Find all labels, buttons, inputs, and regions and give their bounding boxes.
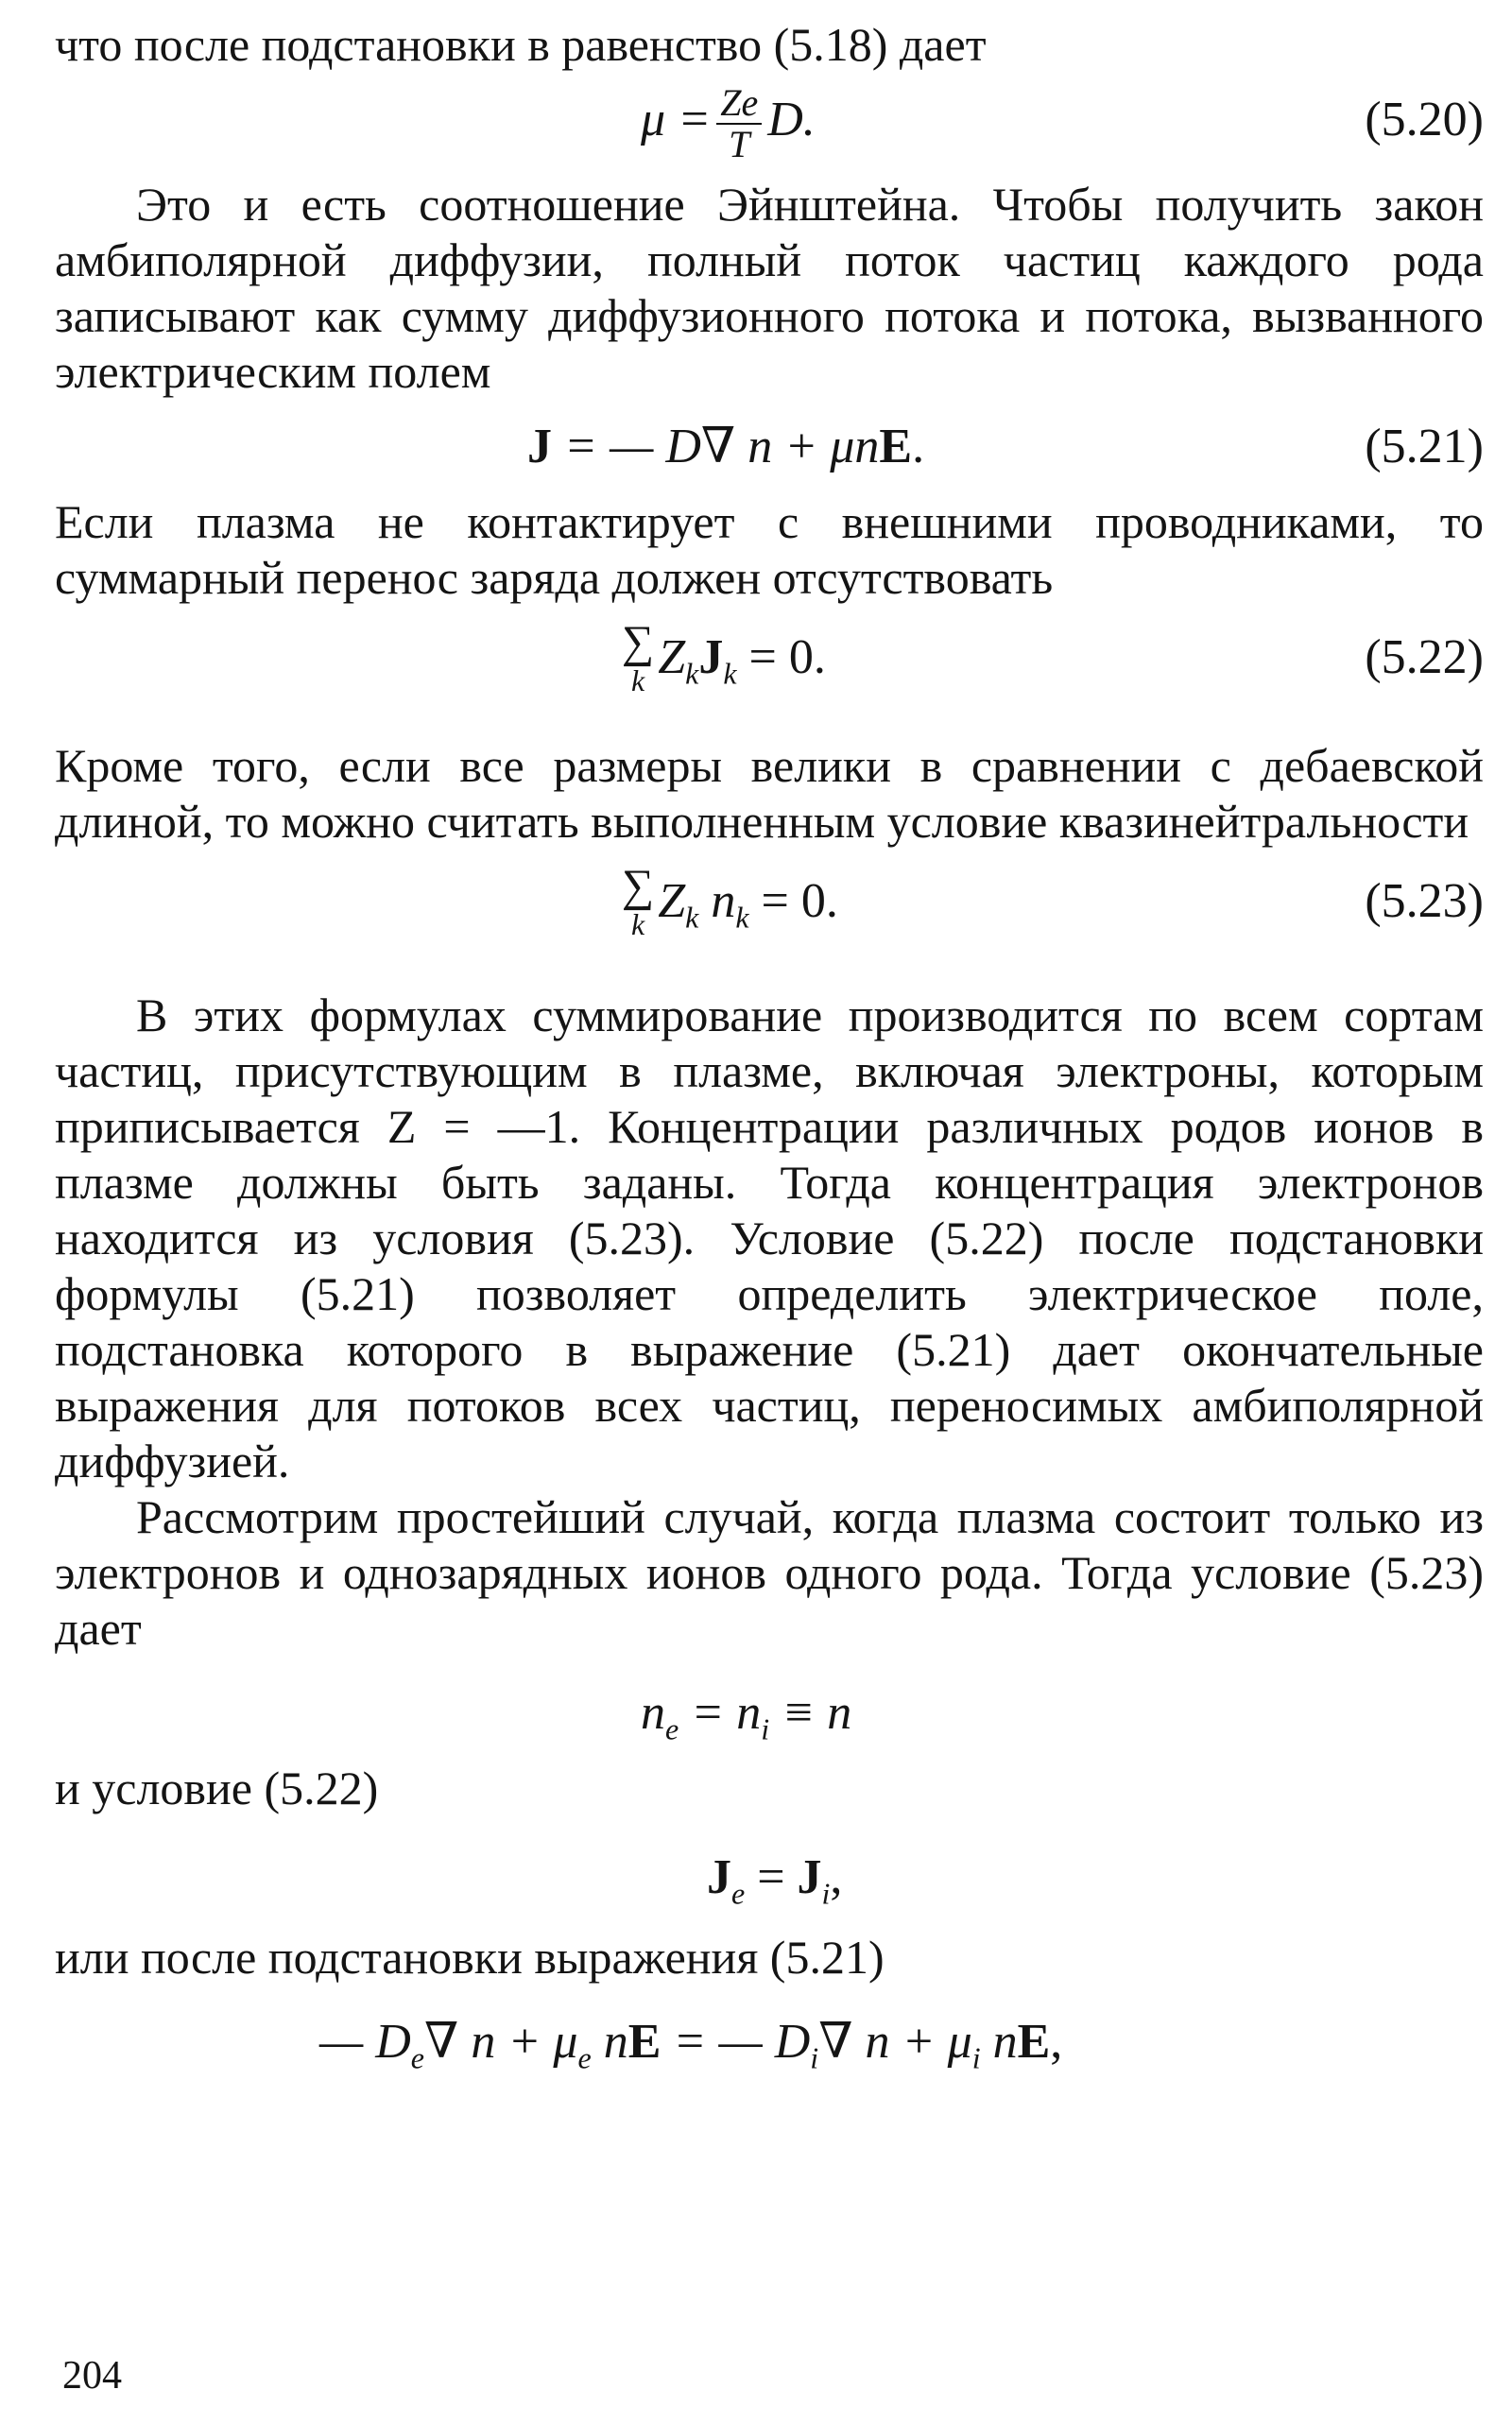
eq-term: n + μ bbox=[458, 2015, 578, 2069]
paragraph-8: или после подстановки выражения (5.21) bbox=[55, 1931, 885, 1984]
paragraph-5: В этих формулах суммирование производится по всем сортам частиц, присутствующим в плазме, включая электроны, которым приписывается Z = —1. Концентрации различных родов ионов в плазме должны быть заданы. Тогда концентрация электронов находится из условия (5.23). Условие (5.22) после подстановки формулы (5.21) позволяет определить электрическое поле, подстановка которого в выражение (5.21) дает окончательные выражения для потоков всех частиц, переносимых амбиполярной диффузией. bbox=[55, 989, 1484, 1487]
eq-term: n bbox=[591, 2015, 628, 2069]
paragraph-4: Кроме того, если все размеры велики в сравнении с дебаевской длиной, то можно считать выполненным условие квазинейтральности bbox=[55, 739, 1484, 848]
fraction bbox=[716, 83, 762, 164]
equation-je-expression bbox=[707, 1816, 842, 1954]
eq-subscript: k bbox=[685, 656, 699, 691]
eq-subscript: e bbox=[665, 1711, 679, 1746]
eq-term: n bbox=[698, 874, 736, 928]
nabla-symbol: ∇ bbox=[700, 420, 736, 473]
eq-subscript: i bbox=[761, 1711, 770, 1746]
page-number: 204 bbox=[62, 2354, 122, 2398]
eq-term: = 0. bbox=[736, 630, 826, 684]
equation-ne-expression bbox=[641, 1657, 851, 1785]
eq-rhs: D. bbox=[767, 93, 816, 146]
fraction-numerator: Ze bbox=[716, 83, 762, 125]
eq-term: Z bbox=[658, 630, 686, 684]
equation-5-22 bbox=[55, 606, 1484, 738]
paragraph-1: что после подстановки в равенство (5.18) дает bbox=[55, 18, 987, 71]
eq-subscript: k bbox=[685, 900, 699, 935]
nabla-symbol: ∇ bbox=[424, 2015, 459, 2069]
eq-term: n + μ bbox=[852, 2015, 972, 2069]
eq-subscript: e bbox=[731, 1876, 746, 1911]
eq-term: n bbox=[980, 2015, 1018, 2069]
page bbox=[55, 17, 1484, 2089]
eq-subscript: k bbox=[735, 900, 749, 935]
eq-term: J bbox=[698, 630, 724, 684]
equation-5-21 bbox=[55, 400, 1484, 494]
eq-term: ≡ n bbox=[769, 1686, 852, 1740]
equation-final-expression bbox=[319, 1986, 1062, 2114]
equation-5-23 bbox=[55, 850, 1484, 982]
summation bbox=[622, 861, 655, 943]
paragraph-7: и условие (5.22) bbox=[55, 1762, 379, 1814]
summation bbox=[622, 617, 655, 699]
eq-lhs: μ = bbox=[641, 93, 712, 146]
eq-term: n bbox=[641, 1686, 665, 1740]
eq-subscript: i bbox=[971, 2040, 981, 2075]
sum-index: k bbox=[631, 663, 645, 698]
eq-term: n + μn bbox=[735, 420, 880, 473]
eq-subscript: e bbox=[410, 2040, 424, 2075]
eq-term: — D bbox=[319, 2015, 411, 2069]
eq-subscript: i bbox=[821, 1876, 831, 1911]
sigma-symbol: ∑ bbox=[622, 617, 655, 668]
paragraph-2: Это и есть соотношение Эйнштейна. Чтобы получить закон амбиполярной диффузии, полный поток частиц каждого рода записывают как сумму диффузионного потока и потока, вызванного электрическим полем bbox=[55, 178, 1484, 398]
eq-term: E bbox=[1017, 2015, 1051, 2069]
eq-subscript: k bbox=[723, 656, 737, 691]
equation-final bbox=[55, 1986, 1484, 2089]
equation-number: (5.22) bbox=[1365, 630, 1484, 684]
eq-term: J bbox=[707, 1850, 731, 1904]
eq-subscript: e bbox=[577, 2040, 592, 2075]
eq-term: Z bbox=[658, 874, 686, 928]
eq-term: , bbox=[1050, 2015, 1063, 2069]
eq-term: , bbox=[830, 1850, 843, 1904]
eq-term: = — D bbox=[552, 420, 701, 473]
equation-5-20 bbox=[55, 73, 1484, 167]
sigma-symbol: ∑ bbox=[622, 861, 655, 912]
eq-term: = 0. bbox=[748, 874, 838, 928]
paragraph-3: Если плазма не контактирует с внешними проводниками, то суммарный перенос заряда должен отсутствовать bbox=[55, 495, 1484, 604]
equation-5-23-expression bbox=[622, 850, 838, 969]
nabla-symbol: ∇ bbox=[818, 2015, 853, 2069]
sum-index: k bbox=[631, 907, 645, 942]
eq-subscript: i bbox=[810, 2040, 819, 2075]
equation-ne bbox=[55, 1657, 1484, 1761]
equation-5-21-expression bbox=[527, 400, 924, 494]
eq-term: J bbox=[527, 420, 552, 473]
equation-number: (5.20) bbox=[1365, 93, 1484, 146]
eq-term: . bbox=[912, 420, 925, 473]
equation-number: (5.23) bbox=[1365, 874, 1484, 928]
eq-term: = n bbox=[679, 1686, 762, 1740]
fraction-denominator: T bbox=[729, 123, 750, 166]
eq-term: = — D bbox=[661, 2015, 811, 2069]
equation-5-22-expression bbox=[622, 606, 826, 725]
equation-5-20-expression bbox=[641, 73, 816, 167]
eq-term: = bbox=[745, 1850, 798, 1904]
eq-term: E bbox=[627, 2015, 662, 2069]
eq-term: J bbox=[797, 1850, 822, 1904]
equation-number: (5.21) bbox=[1365, 420, 1484, 473]
eq-term: E bbox=[879, 420, 913, 473]
equation-je bbox=[55, 1816, 1484, 1930]
paragraph-6: Рассмотрим простейший случай, когда плазма состоит только из электронов и однозарядных ионов одного рода. Тогда условие (5.23) дает bbox=[55, 1490, 1484, 1655]
